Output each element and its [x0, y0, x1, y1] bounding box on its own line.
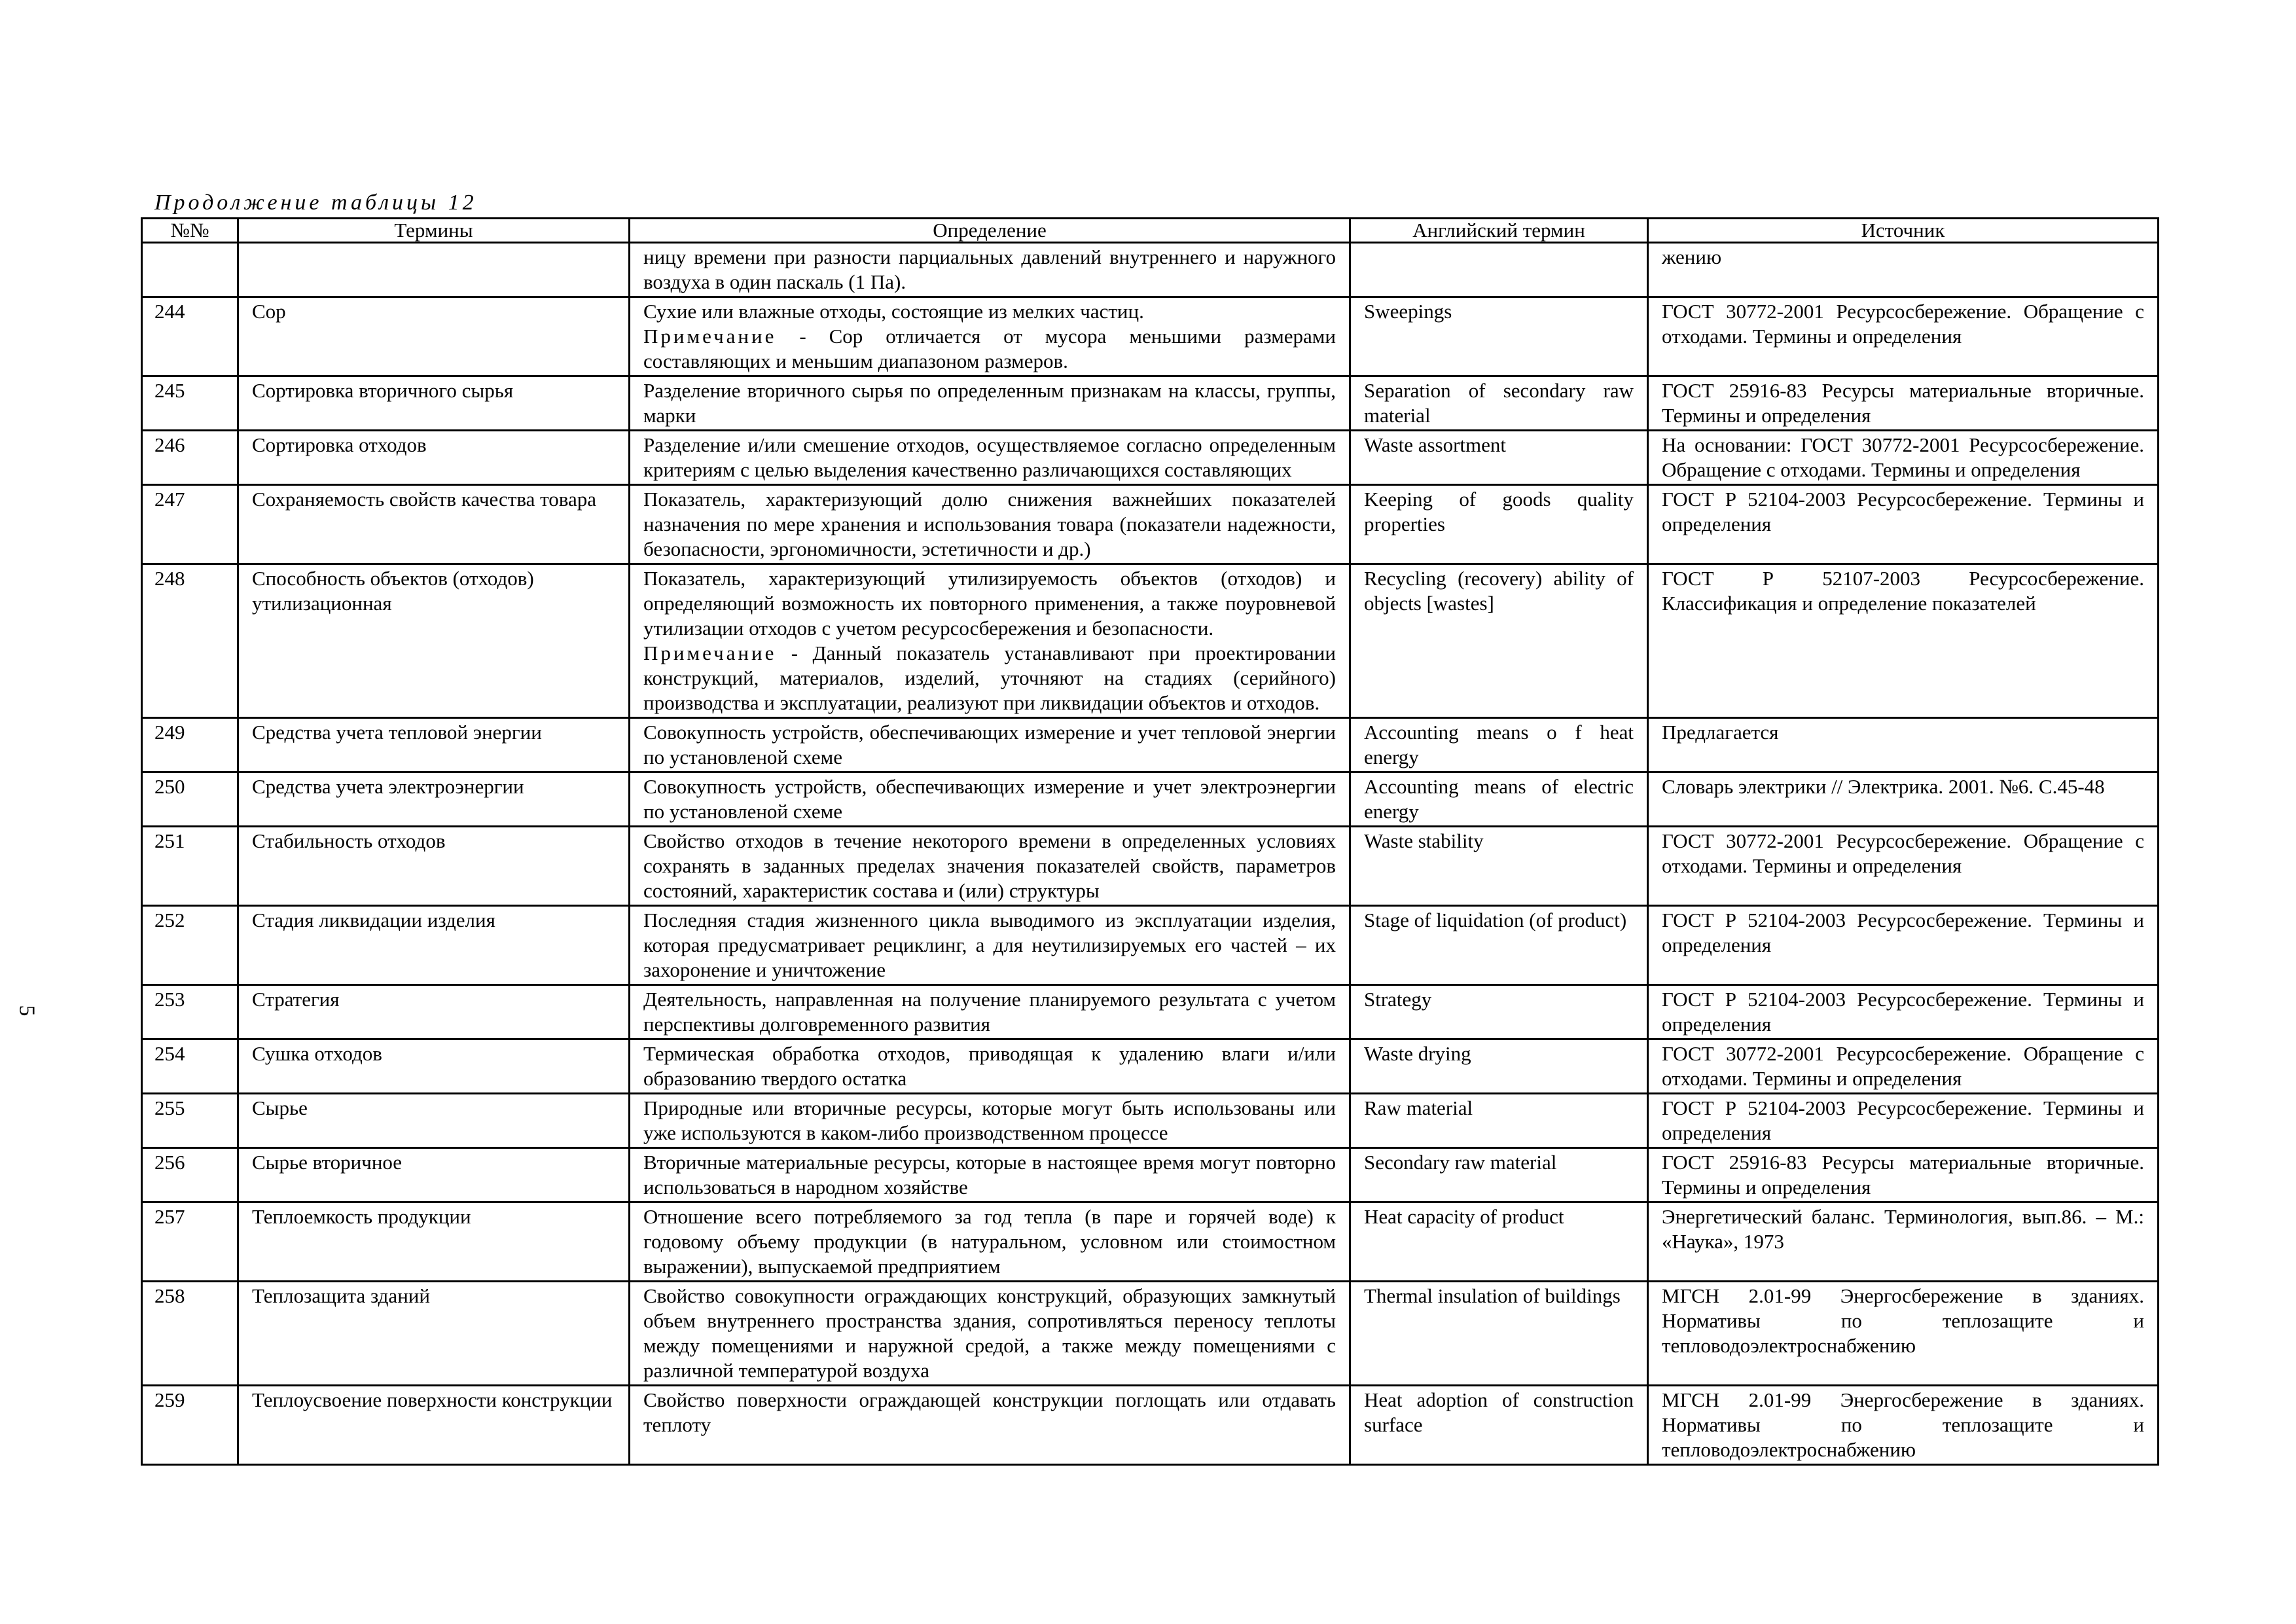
table-row [142, 564, 2159, 718]
row-number-cell: 249 [142, 718, 238, 772]
definition-note [643, 641, 1336, 715]
definition-cell [630, 827, 1350, 906]
table-row [142, 1148, 2159, 1202]
definition-cell [630, 985, 1350, 1039]
row-number-cell: 247 [142, 485, 238, 564]
definition-cell [630, 376, 1350, 431]
term-cell: Стадия ликвидации изделия [238, 906, 630, 985]
definition-text: Разделение и/или смешение отходов, осуществляемое согласно определенным критериям с целью выделения качественно различающихся составляющих [643, 433, 1336, 481]
definition-cell [630, 906, 1350, 985]
term-cell: Теплоемкость продукции [238, 1202, 630, 1282]
source-cell: ГОСТ 25916-83 Ресурсы материальные вторичные. Термины и определения [1648, 376, 2159, 431]
term-cell: Стратегия [238, 985, 630, 1039]
english-term-cell: Waste assortment [1350, 431, 1648, 485]
row-number-cell: 244 [142, 297, 238, 376]
page-number: 5 [14, 1005, 39, 1017]
english-term-cell: Raw material [1350, 1094, 1648, 1148]
english-term-cell: Recycling (recovery) ability of objects [wastes] [1350, 564, 1648, 718]
row-number-cell: 258 [142, 1282, 238, 1386]
term-cell: Сор [238, 297, 630, 376]
source-cell: МГСН 2.01-99 Энергосбережение в зданиях. Нормативы по теплозащите и тепловодоэлектроснабжению [1648, 1386, 2159, 1465]
note-text: - Данный показатель устанавливают при проектировании конструкций, материалов, изделий, уточняют на стадиях (серийного) производства и эксплуатации, реализуют при ликвидации объектов и отходов. [643, 641, 1336, 714]
row-number-cell: 252 [142, 906, 238, 985]
definition-text: Вторичные материальные ресурсы, которые в настоящее время могут повторно использоваться в народном хозяйстве [643, 1151, 1336, 1199]
note-label: Примечание [643, 641, 777, 664]
note-label: Примечание [643, 325, 777, 348]
definition-cell [630, 718, 1350, 772]
english-term-cell: Accounting means o f heat energy [1350, 718, 1648, 772]
source-cell: МГСН 2.01-99 Энергосбережение в зданиях. Нормативы по теплозащите и тепловодоэлектроснабжению [1648, 1282, 2159, 1386]
source-cell: ГОСТ 30772-2001 Ресурсосбережение. Обращение с отходами. Термины и определения [1648, 827, 2159, 906]
source-cell: ГОСТ 30772-2001 Ресурсосбережение. Обращение с отходами. Термины и определения [1648, 1039, 2159, 1094]
definition-cell [630, 243, 1350, 297]
definition-text: Свойство поверхности ограждающей конструкции поглощать или отдавать теплоту [643, 1388, 1336, 1436]
source-cell: ГОСТ Р 52104-2003 Ресурсосбережение. Термины и определения [1648, 485, 2159, 564]
term-cell [238, 243, 630, 297]
row-number-cell: 257 [142, 1202, 238, 1282]
row-number-cell: 253 [142, 985, 238, 1039]
source-cell: ГОСТ 25916-83 Ресурсы материальные вторичные. Термины и определения [1648, 1148, 2159, 1202]
definition-text: Совокупность устройств, обеспечивающих измерение и учет электроэнергии по установленой схеме [643, 775, 1336, 823]
table-row [142, 1039, 2159, 1094]
table-row [142, 1386, 2159, 1465]
source-cell: ГОСТ Р 52104-2003 Ресурсосбережение. Термины и определения [1648, 985, 2159, 1039]
row-number-cell: 259 [142, 1386, 238, 1465]
definition-text: Отношение всего потребляемого за год тепла (в паре и горячей воде) к годовому объему продукции (в натуральном, условном или стоимостном выражении), выпускаемой предприятием [643, 1205, 1336, 1278]
row-number-cell: 248 [142, 564, 238, 718]
table-body [142, 243, 2159, 1465]
english-term-cell: Strategy [1350, 985, 1648, 1039]
table-row [142, 376, 2159, 431]
table-row [142, 1094, 2159, 1148]
definition-cell [630, 1202, 1350, 1282]
table-row [142, 1202, 2159, 1282]
english-term-cell: Stage of liquidation (of product) [1350, 906, 1648, 985]
english-term-cell: Heat adoption of construction surface [1350, 1386, 1648, 1465]
header-definition: Определение [630, 219, 1350, 243]
definition-text: Термическая обработка отходов, приводящая к удалению влаги и/или образованию твердого остатка [643, 1042, 1336, 1090]
table-row [142, 772, 2159, 827]
definition-text: Последняя стадия жизненного цикла выводимого из эксплуатации изделия, которая предусматривает рециклинг, а для неутилизируемых его частей – их захоронение и уничтожение [643, 909, 1336, 981]
row-number-cell: 254 [142, 1039, 238, 1094]
definition-cell [630, 297, 1350, 376]
english-term-cell [1350, 243, 1648, 297]
definition-text: Совокупность устройств, обеспечивающих измерение и учет тепловой энергии по установленой схеме [643, 721, 1336, 768]
term-cell: Сырье вторичное [238, 1148, 630, 1202]
term-cell: Сушка отходов [238, 1039, 630, 1094]
term-cell: Сырье [238, 1094, 630, 1148]
definition-cell [630, 564, 1350, 718]
source-cell: ГОСТ Р 52104-2003 Ресурсосбережение. Термины и определения [1648, 906, 2159, 985]
header-english-term: Английский термин [1350, 219, 1648, 243]
term-cell: Сортировка отходов [238, 431, 630, 485]
definition-note [643, 324, 1336, 374]
source-cell: На основании: ГОСТ 30772-2001 Ресурсосбережение. Обращение с отходами. Термины и определения [1648, 431, 2159, 485]
table-row [142, 827, 2159, 906]
row-number-cell: 246 [142, 431, 238, 485]
english-term-cell: Secondary raw material [1350, 1148, 1648, 1202]
definition-text: Сухие или влажные отходы, состоящие из мелких частиц. [643, 300, 1144, 323]
table-caption: Продолжение таблицы 12 [154, 190, 477, 215]
terms-table [141, 217, 2159, 1466]
source-cell: Предлагается [1648, 718, 2159, 772]
table-row [142, 297, 2159, 376]
term-cell: Средства учета тепловой энергии [238, 718, 630, 772]
table-row [142, 1282, 2159, 1386]
definition-text: Деятельность, направленная на получение планируемого результата с учетом перспективы долговременного развития [643, 988, 1336, 1036]
header-terms: Термины [238, 219, 630, 243]
english-term-cell: Waste stability [1350, 827, 1648, 906]
table-row [142, 718, 2159, 772]
definition-cell [630, 1148, 1350, 1202]
english-term-cell: Separation of secondary raw material [1350, 376, 1648, 431]
row-number-cell [142, 243, 238, 297]
source-cell: ГОСТ 30772-2001 Ресурсосбережение. Обращение с отходами. Термины и определения [1648, 297, 2159, 376]
table-row [142, 485, 2159, 564]
table-row [142, 243, 2159, 297]
term-cell: Сортировка вторичного сырья [238, 376, 630, 431]
definition-cell [630, 772, 1350, 827]
term-cell: Сохраняемость свойств качества товара [238, 485, 630, 564]
definition-cell [630, 1386, 1350, 1465]
source-cell: жению [1648, 243, 2159, 297]
source-cell: ГОСТ Р 52107-2003 Ресурсосбережение. Классификация и определение показателей [1648, 564, 2159, 718]
term-cell: Стабильность отходов [238, 827, 630, 906]
english-term-cell: Thermal insulation of buildings [1350, 1282, 1648, 1386]
definition-text: Свойство отходов в течение некоторого времени в определенных условиях сохранять в заданных пределах значения показателей свойств, параметров состояний, характеристик состава и (или) структуры [643, 829, 1336, 902]
definition-text: ницу времени при разности парциальных давлений внутреннего и наружного воздуха в один паскаль (1 Па). [643, 245, 1336, 293]
term-cell: Теплоусвоение поверхности конструкции [238, 1386, 630, 1465]
term-cell: Теплозащита зданий [238, 1282, 630, 1386]
term-cell: Способность объектов (отходов) утилизационная [238, 564, 630, 718]
definition-cell [630, 431, 1350, 485]
row-number-cell: 256 [142, 1148, 238, 1202]
row-number-cell: 251 [142, 827, 238, 906]
source-cell: ГОСТ Р 52104-2003 Ресурсосбережение. Термины и определения [1648, 1094, 2159, 1148]
table-header-row [142, 219, 2159, 243]
english-term-cell: Accounting means of electric energy [1350, 772, 1648, 827]
table-row [142, 431, 2159, 485]
header-source: Источник [1648, 219, 2159, 243]
definition-text: Свойство совокупности ограждающих конструкций, образующих замкнутый объем внутреннего пространства здания, сопротивляться переносу теплоты между помещениями и наружной средой, а также между помещениями с различной температурой воздуха [643, 1284, 1336, 1382]
row-number-cell: 255 [142, 1094, 238, 1148]
source-cell: Словарь электрики // Электрика. 2001. №6. С.45-48 [1648, 772, 2159, 827]
row-number-cell: 250 [142, 772, 238, 827]
note-text: - Сор отличается от мусора меньшими размерами составляющих и меньшим диапазоном размеров. [643, 325, 1336, 372]
table-row [142, 906, 2159, 985]
source-cell: Энергетический баланс. Терминология, вып.86. – М.: «Наука», 1973 [1648, 1202, 2159, 1282]
row-number-cell: 245 [142, 376, 238, 431]
english-term-cell: Sweepings [1350, 297, 1648, 376]
definition-text: Разделение вторичного сырья по определенным признакам на классы, группы, марки [643, 379, 1336, 427]
english-term-cell: Keeping of goods quality properties [1350, 485, 1648, 564]
term-cell: Средства учета электроэнергии [238, 772, 630, 827]
english-term-cell: Heat capacity of product [1350, 1202, 1648, 1282]
header-number: №№ [142, 219, 238, 243]
definition-text: Природные или вторичные ресурсы, которые могут быть использованы или уже используются в каком-либо производственном процессе [643, 1096, 1336, 1144]
definition-cell [630, 1039, 1350, 1094]
definition-text: Показатель, характеризующий долю снижения важнейших показателей назначения по мере хранения и использования товара (показатели надежности, безопасности, эргономичности, эстетичности и др.) [643, 488, 1336, 560]
definition-text: Показатель, характеризующий утилизируемость объектов (отходов) и определяющий возможность их повторного применения, а также поуровневой утилизации отходов с учетом ресурсосбережения и безопасности. [643, 567, 1336, 640]
english-term-cell: Waste drying [1350, 1039, 1648, 1094]
definition-cell [630, 485, 1350, 564]
definition-cell [630, 1094, 1350, 1148]
definition-cell [630, 1282, 1350, 1386]
table-row [142, 985, 2159, 1039]
